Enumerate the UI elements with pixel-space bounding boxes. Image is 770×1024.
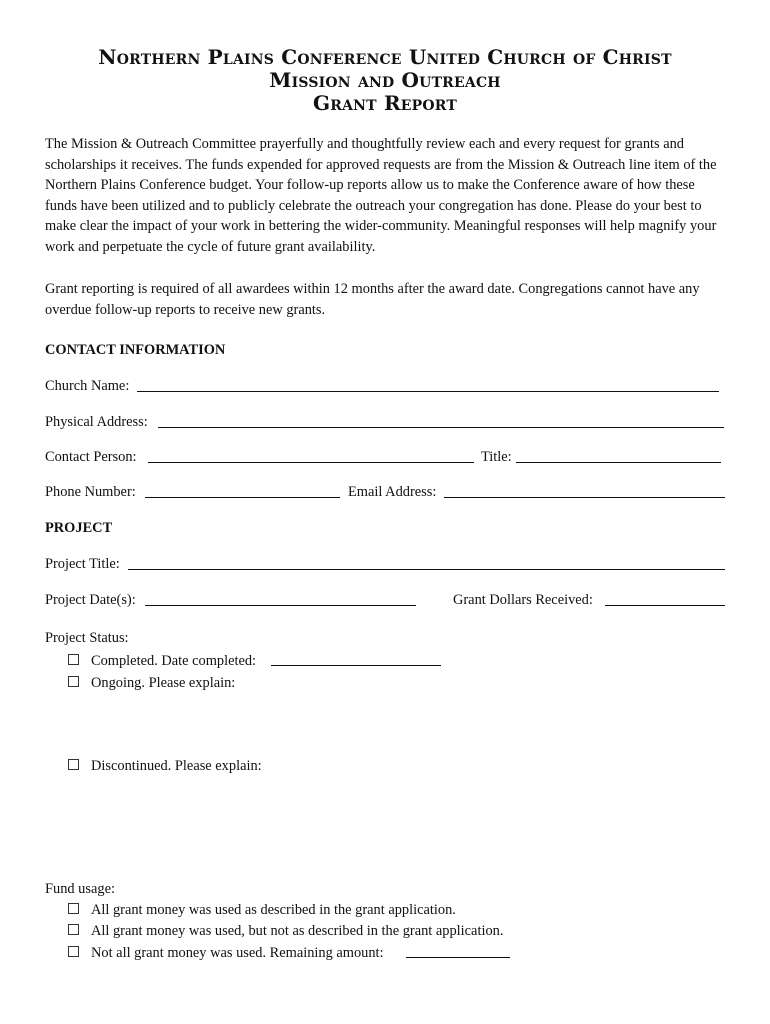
remaining-amount-field[interactable] [406, 957, 510, 958]
status-completed-label: Completed. Date completed: [91, 653, 257, 669]
physical-address-row [45, 413, 725, 431]
physical-address-field[interactable] [158, 427, 724, 428]
status-completed-checkbox[interactable] [68, 654, 79, 665]
fund-usage-option-3-label: Not all grant money was used. Remaining amount: [91, 945, 384, 961]
project-title-field[interactable] [128, 569, 725, 570]
project-title-row [45, 555, 725, 573]
fund-usage-option-2 [68, 922, 503, 940]
grant-dollars-label: Grant Dollars Received: [453, 592, 593, 608]
phone-email-row [45, 483, 725, 501]
contact-information-heading: CONTACT INFORMATION [45, 342, 226, 358]
fund-usage-option-1 [68, 901, 456, 919]
fund-usage-label: Fund usage: [45, 881, 115, 897]
project-dates-field[interactable] [145, 605, 416, 606]
status-ongoing-checkbox[interactable] [68, 676, 79, 687]
contact-person-label: Contact Person: [45, 449, 137, 465]
contact-person-field[interactable] [148, 462, 474, 463]
status-discontinued-label: Discontinued. Please explain: [91, 758, 262, 774]
fund-usage-checkbox-2[interactable] [68, 924, 79, 935]
phone-number-label: Phone Number: [45, 484, 136, 500]
physical-address-label: Physical Address: [45, 414, 148, 430]
status-completed-option [68, 652, 256, 670]
phone-number-field[interactable] [145, 497, 340, 498]
contact-title-label: Title: [481, 449, 512, 465]
church-name-row [45, 377, 725, 395]
intro-paragraph: The Mission & Outreach Committee prayerfully and thoughtfully review each and every request for grants and scholarships it receives. The funds expended for approved requests are from the Mission & Outreach line item of the Northern Plains Conference budget. Your follow-up reports allow us to make the Conference aware of how these funds have been utilized and to publicly celebrate the outreach your congregation has done. Please do your best to make clear the impact of your work in bettering the wider-community. Meaningful responses will help magnify your work and perpetuate the cycle of future grant availability. [45, 136, 717, 255]
email-address-field[interactable] [444, 497, 725, 498]
status-discontinued-option [68, 757, 262, 775]
project-dates-label: Project Date(s): [45, 592, 136, 608]
status-ongoing-label: Ongoing. Please explain: [91, 675, 236, 691]
title-line-3: Grant Report [313, 91, 457, 115]
title-line-2: Mission and Outreach [269, 68, 501, 92]
project-title-label: Project Title: [45, 556, 120, 572]
grant-dollars-field[interactable] [605, 605, 725, 606]
fund-usage-checkbox-3[interactable] [68, 946, 79, 957]
fund-usage-checkbox-1[interactable] [68, 903, 79, 914]
fund-usage-option-3 [68, 944, 384, 962]
fund-usage-option-2-label: All grant money was used, but not as described in the grant application. [91, 923, 504, 939]
project-status-label: Project Status: [45, 630, 129, 646]
requirement-paragraph: Grant reporting is required of all awardees within 12 months after the award date. Congregations cannot have any overdue follow-up reports to receive new grants. [45, 281, 700, 318]
status-discontinued-checkbox[interactable] [68, 759, 79, 770]
email-address-label: Email Address: [348, 484, 437, 500]
church-name-label: Church Name: [45, 378, 130, 394]
date-completed-field[interactable] [271, 665, 441, 666]
church-name-field[interactable] [137, 391, 719, 392]
project-dates-row [45, 591, 725, 609]
contact-person-row [45, 448, 725, 466]
document-title [0, 46, 770, 115]
title-line-1: Northern Plains Conference United Church of Christ [98, 45, 672, 69]
project-heading: PROJECT [45, 520, 113, 536]
fund-usage-option-1-label: All grant money was used as described in the grant application. [91, 902, 456, 918]
status-ongoing-option [68, 674, 235, 692]
contact-title-field[interactable] [516, 462, 721, 463]
